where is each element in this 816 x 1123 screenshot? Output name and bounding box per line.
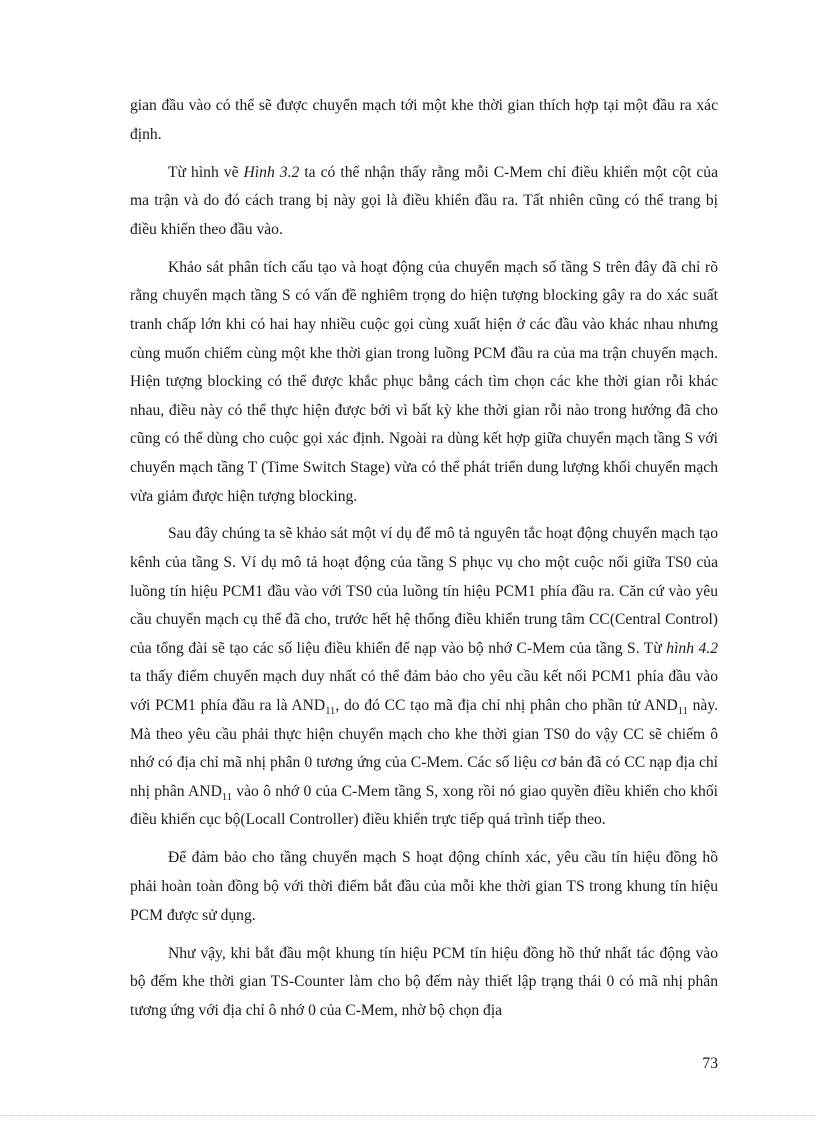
page-number: 73 bbox=[702, 1055, 718, 1072]
text-run: Sau đây chúng ta sẽ khảo sát một ví dụ để mô tả nguyên tắc hoạt động chuyển mạch tạo kênh của tầng S. Ví dụ mô tả hoạt động của tầng S phục vụ cho một cuộc nối giữa TS0 của luồng tín hiệu PCM1 đầu vào với TS0 của luồng tín hiệu PCM1 phía đầu ra. Căn cứ vào yêu cầu chuyển mạch cụ thể đã cho, trước hết hệ thống điều khiển trung tâm CC(Central Control) của tổng đài sẽ tạo các số liệu điều khiển để nạp vào bộ nhớ C-Mem của tầng S. Từ bbox=[130, 525, 718, 657]
figure-reference: hình 4.2 bbox=[666, 639, 718, 657]
text-run: gian đầu vào có thể sẽ được chuyển mạch tới một khe thời gian thích hợp tại một đầu ra xác định. bbox=[130, 97, 718, 143]
text-run: vào ô nhớ 0 của C-Mem tầng S, xong rồi nó giao quyền điều khiển cho khối điều khiển cục bộ(Locall Controller) điều khiển trực tiếp quá trình tiếp theo. bbox=[130, 782, 718, 829]
text-run: , do đó CC tạo mã địa chỉ nhị phân cho phần tử AND bbox=[335, 697, 678, 715]
text-run: ta thấy điểm chuyển mạch duy nhất có thể đảm bảo cho yêu cầu kết nối PCM1 phía đầu vào với PCM1 phía đầu ra là AND bbox=[130, 668, 718, 715]
paragraph-4 bbox=[130, 520, 718, 835]
page-bottom-divider bbox=[0, 1115, 816, 1116]
body-text bbox=[130, 92, 718, 1025]
paragraph-5 bbox=[130, 844, 718, 930]
text-run: Khảo sát phân tích cấu tạo và hoạt động của chuyển mạch số tầng S trên đây đã chỉ rõ rằng chuyển mạch tầng S có vấn đề nghiêm trọng do hiện tượng blocking gây ra do xác suất tranh chấp lớn khi có hai hay nhiều cuộc gọi cùng xuất hiện ở các đầu vào khác nhau nhưng cùng muốn chiếm cùng một khe thời gian trong luồng PCM đầu ra của ma trận chuyển mạch. Hiện tượng blocking có thể được khắc phục bằng cách tìm chọn các khe thời gian rỗi khác nhau, điều này có thể thực hiện được bởi vì bất kỳ khe thời gian rỗi nào trong hướng đã cho cũng có thể dùng cho cuộc gọi xác định. Ngoài ra dùng kết hợp giữa chuyển mạch tầng S với chuyển mạch tầng T (Time Switch Stage) vừa có thể phát triển dung lượng khối chuyển mạch vừa giảm được hiện tượng blocking. bbox=[130, 258, 718, 505]
text-run: Từ hình vẽ bbox=[168, 163, 244, 181]
subscript: 11 bbox=[677, 706, 688, 718]
text-run: Để đảm bảo cho tầng chuyển mạch S hoạt động chính xác, yêu cầu tín hiệu đồng hồ phải hoàn toàn đồng bộ với thời điểm bắt đầu của mỗi khe thời gian TS trong khung tín hiệu PCM được sử dụng. bbox=[130, 849, 718, 924]
paragraph-2 bbox=[130, 159, 718, 245]
text-run: Như vậy, khi bắt đầu một khung tín hiệu PCM tín hiệu đồng hồ thứ nhất tác động vào bộ đếm khe thời gian TS-Counter làm cho bộ đếm này thiết lập trạng thái 0 có mã nhị phân tương ứng với địa chỉ ô nhớ 0 của C-Mem, nhờ bộ chọn địa bbox=[130, 944, 718, 1019]
figure-reference: Hình 3.2 bbox=[243, 163, 300, 181]
paragraph-3 bbox=[130, 254, 718, 511]
text-run: này. Mà theo yêu cầu phải thực hiện chuyển mạch cho khe thời gian TS0 do vậy CC sẽ chiếm ô nhớ có địa chỉ mã nhị phân 0 tương ứng của C-Mem. Các số liệu cơ bản đã có CC nạp địa chỉ nhị phân AND bbox=[130, 697, 718, 800]
paragraph-6 bbox=[130, 940, 718, 1026]
subscript: 11 bbox=[325, 706, 336, 718]
text-run: ta có thể nhận thấy rằng mỗi C-Mem chỉ điều khiển một cột của ma trận và do đó cách trang bị này gọi là điều khiển đầu ra. Tất nhiên cũng có thể trang bị điều khiển theo đầu vào. bbox=[130, 163, 719, 238]
paragraph-1 bbox=[130, 92, 718, 149]
subscript: 11 bbox=[221, 791, 232, 803]
